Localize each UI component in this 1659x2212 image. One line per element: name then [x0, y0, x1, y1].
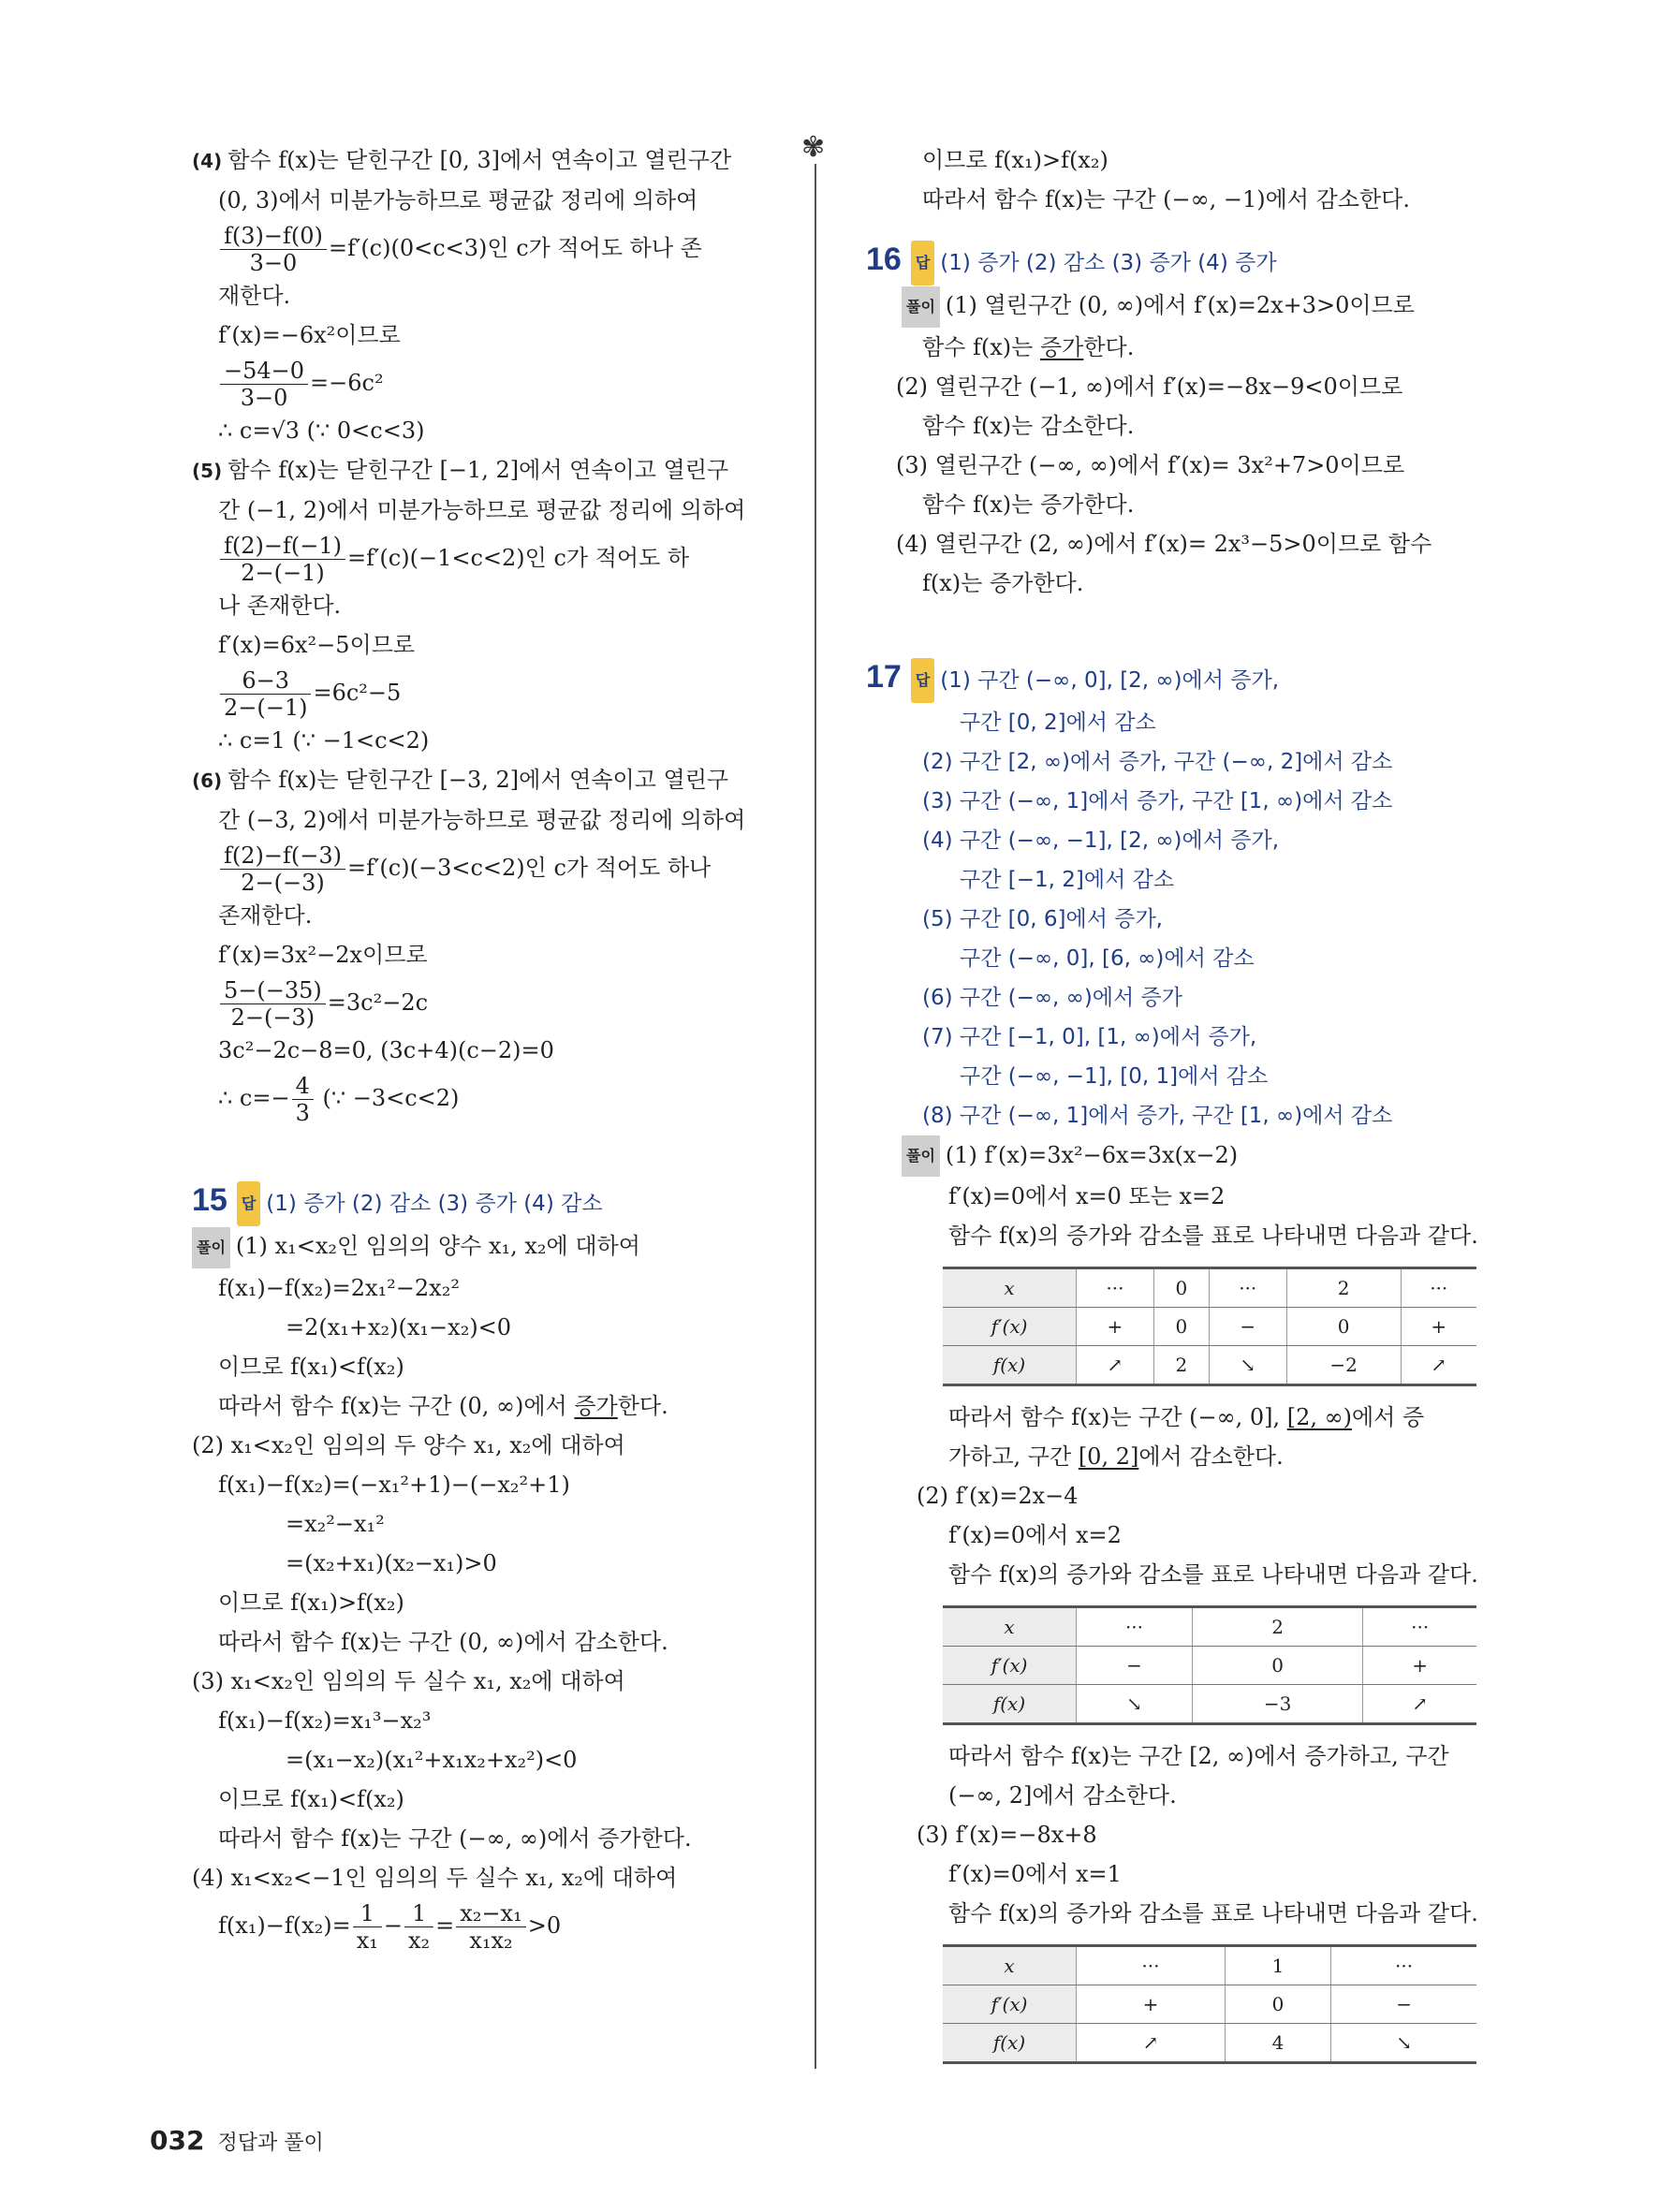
- text-line: f′(x)=−6x²이므로: [218, 322, 401, 348]
- text-line: 간 (−3, 2)에서 미분가능하므로 평균값 정리에 의하여: [218, 807, 746, 833]
- text-line: f′(x)=0에서 x=2: [948, 1522, 1122, 1548]
- column-divider: [815, 164, 816, 2069]
- underlined-answer: [0, 2]: [1078, 1443, 1139, 1470]
- text-line: 이므로 f(x₁)>f(x₂): [922, 147, 1108, 173]
- fraction: $\frac{-54-0}{3-0}$: [220, 358, 308, 411]
- text-line: 함수 f(x)는 닫힌구간 [0, 3]에서 연속이고 열린구간: [228, 147, 732, 173]
- problem-15: 15 답 (1) 증가 (2) 감소 (3) 증가 (4) 감소 풀이 (1) x₁<x₂인 임의의 양수 x₁, x₂에 대하여 f(x₁)−f(x₂)=2x₁²−2x₂² =2(x₁+x₂)(x₁−x₂)<0 이므로 f(x₁)<f(x₂) 따라서 함수 f(x)는 구간 (0, ∞)에서 증가한다. (2) x₁<x₂인 임의의 두 양수 x₁, x₂에 대하여 f(x₁)−f(x₂)=(−x₁²+1)−(−x₂²+1) =x₂²−x₁² =(x₂+x₁)(x₂−x₁)>0 이므로 f(x₁)>f(x₂) 따라서 함수 f(x)는 구간 (0, ∞)에서 감소한다. (3) x₁<x₂인 임의의 두 실수 x₁, x₂에 대하여 f(x₁)−f(x₂)=x₁³−x₂³ =(x₁−x₂)(x₁²+x₁x₂+x₂²)<0 이므로 f(x₁)<f(x₂) 따라서 함수 f(x)는 구간 (−∞, ∞)에서 증가한다. (4) x₁<x₂<−1인 임의의 두 실수 x₁, x₂에 대하여 f(x₁)−f(x₂)= $\frac{1}{\text{x₁}}$ − $\frac{1}{\text{x₂}}$ = $\frac{\text{x₂−x₁}}{\text{x₁x₂}}$ >0: [192, 1179, 772, 1954]
- text-line: 함수 f(x)는 감소한다.: [922, 412, 1135, 439]
- answer-list: (1) 증가 (2) 감소 (3) 증가 (4) 감소: [266, 1192, 603, 1216]
- text-line: (1) f′(x)=3x²−6x=3x(x−2): [945, 1141, 1239, 1168]
- text-line: =(x₂+x₁)(x₂−x₁)>0: [286, 1549, 497, 1576]
- text-line: =x₂²−x₁²: [286, 1510, 385, 1537]
- text-line: f(x₁)−f(x₂)=x₁³−x₂³: [218, 1707, 432, 1734]
- text-line: 함수 f(x)의 증가와 감소를 표로 나타내면 다음과 같다.: [948, 1223, 1478, 1249]
- text-line: f′(x)=6x²−5이므로: [218, 632, 416, 658]
- answer-line: 구간 [−1, 2]에서 감소: [960, 867, 1175, 892]
- problem-number: 17: [866, 658, 902, 695]
- text-line: 함수 f(x)의 증가와 감소를 표로 나타내면 다음과 같다.: [948, 1561, 1478, 1588]
- fraction: $\frac{f(2)-f(-3)}{2-(-3)}$: [220, 842, 345, 896]
- divider-ornament-icon: ✾: [801, 131, 826, 164]
- text-line: 함수 f(x)는 닫힌구간 [−3, 2]에서 연속이고 열린구: [228, 767, 729, 793]
- text-line: 나 존재한다.: [218, 593, 342, 619]
- page-footer: [150, 2125, 324, 2156]
- text-line: 이므로 f(x₁)<f(x₂): [218, 1785, 404, 1812]
- increase-decrease-table-2: x ··· 2 ··· f′(x) − 0 + f(x) ↘ −3 ↗: [943, 1605, 1476, 1725]
- text-line: =6c²−5: [313, 680, 402, 706]
- text-line: 존재한다.: [218, 902, 313, 929]
- fraction: $\frac{5-(-35)}{2-(-3)}$: [220, 977, 326, 1031]
- text-line: 함수 f(x)는 증가한다.: [922, 333, 1135, 360]
- answer-line: (1) 구간 (−∞, 0], [2, ∞)에서 증가,: [940, 667, 1280, 693]
- answer-line: (7) 구간 [−1, 0], [1, ∞)에서 증가,: [922, 1024, 1257, 1049]
- text-line: 따라서 함수 f(x)는 구간 (−∞, ∞)에서 증가한다.: [218, 1824, 692, 1852]
- text-line: 가하고, 구간 [0, 2]에서 감소한다.: [948, 1443, 1284, 1470]
- text-line: ∴ c=−: [218, 1085, 290, 1111]
- problem-14-6: [192, 760, 772, 1126]
- text-line: (3) f′(x)=−8x+8: [917, 1822, 1097, 1848]
- fraction: $\frac{6-3}{2-(-1)}$: [220, 667, 311, 721]
- answer-line: (4) 구간 (−∞, −1], [2, ∞)에서 증가,: [922, 828, 1280, 853]
- answer-line: (8) 구간 (−∞, 1]에서 증가, 구간 [1, ∞)에서 감소: [922, 1103, 1393, 1128]
- answer-line: (6) 구간 (−∞, ∞)에서 증가: [922, 985, 1182, 1010]
- left-column: [192, 140, 772, 1954]
- text-line: (2) f′(x)=2x−4: [917, 1483, 1079, 1509]
- text-line: (3) 열린구간 (−∞, ∞)에서 f′(x)= 3x²+7>0이므로: [896, 451, 1405, 478]
- fraction: $\frac{4}{3}$: [292, 1073, 314, 1126]
- text-line: (∵ −3<c<2): [315, 1085, 460, 1111]
- problem-number: 16: [866, 242, 902, 277]
- item-number: (6): [192, 769, 223, 792]
- underlined-answer: 증가: [1039, 333, 1084, 360]
- text-line: (1) 열린구간 (0, ∞)에서 f′(x)=2x+3>0이므로: [945, 292, 1415, 318]
- text-line: =−6c²: [310, 370, 384, 396]
- text-line: =2(x₁+x₂)(x₁−x₂)<0: [286, 1313, 512, 1340]
- text-line: f(x)는 증가한다.: [922, 569, 1084, 596]
- text-line: (4) 열린구간 (2, ∞)에서 f′(x)= 2x³−5>0이므로 함수: [896, 530, 1432, 557]
- text-line: =f′(c)(−1<c<2)인 c가 적어도 하: [346, 545, 690, 571]
- text-line: (2) 열린구간 (−1, ∞)에서 f′(x)=−8x−9<0이므로: [896, 373, 1403, 400]
- text-line: 간 (−1, 2)에서 미분가능하므로 평균값 정리에 의하여: [218, 497, 746, 523]
- text-line: 3c²−2c−8=0, (3c+4)(c−2)=0: [218, 1037, 554, 1063]
- increase-decrease-table-3: x ··· 1 ··· f′(x) + 0 − f(x) ↗ 4 ↘: [943, 1944, 1476, 2064]
- answer-badge: 답: [911, 241, 934, 286]
- footer-label: 정답과 풀이: [217, 2131, 324, 2155]
- text-line: 따라서 함수 f(x)는 구간 (−∞, −1)에서 감소한다.: [922, 186, 1410, 212]
- answer-line: (5) 구간 [0, 6]에서 증가,: [922, 906, 1163, 931]
- text-line: f′(x)=0에서 x=1: [948, 1861, 1122, 1887]
- fraction: $\frac{1}{\text{x₂}}$: [404, 1900, 433, 1954]
- text-line: (3) x₁<x₂인 임의의 두 실수 x₁, x₂에 대하여: [192, 1667, 625, 1694]
- answer-line: 구간 (−∞, 0], [6, ∞)에서 감소: [960, 945, 1255, 971]
- answer-list: (1) 증가 (2) 감소 (3) 증가 (4) 증가: [940, 251, 1277, 275]
- solution-badge: 풀이: [192, 1227, 230, 1268]
- text-line: 따라서 함수 f(x)는 구간 (−∞, 0], [2, ∞)에서 증: [948, 1404, 1425, 1430]
- text-line: =(x₁−x₂)(x₁²+x₁x₂+x₂²)<0: [286, 1746, 578, 1773]
- problem-16: [866, 238, 1489, 603]
- text-line: 함수 f(x)는 증가한다.: [922, 491, 1135, 518]
- answer-line: 구간 [0, 2]에서 감소: [960, 710, 1156, 735]
- problem-number: 15: [192, 1182, 228, 1218]
- fraction: $\frac{\text{x₂−x₁}}{\text{x₁x₂}}$: [456, 1900, 525, 1954]
- item-number: (5): [192, 460, 223, 482]
- text-line: (1) x₁<x₂인 임의의 양수 x₁, x₂에 대하여: [235, 1233, 640, 1259]
- answer-badge: 답: [237, 1181, 260, 1226]
- text-line: =f′(c)(−3<c<2)인 c가 적어도 하나: [346, 855, 712, 881]
- page-number: 032: [150, 2125, 205, 2156]
- fraction: $\frac{1}{\text{x₁}}$: [353, 1900, 382, 1954]
- fraction: $\frac{f(3)-f(0)}{3-0}$: [220, 223, 327, 276]
- answer-line: 구간 (−∞, −1], [0, 1]에서 감소: [960, 1063, 1269, 1089]
- right-column: [866, 140, 1489, 2075]
- solution-badge: 풀이: [902, 1135, 940, 1177]
- text-line: 이므로 f(x₁)<f(x₂): [218, 1353, 404, 1380]
- text-line: (2) x₁<x₂인 임의의 두 양수 x₁, x₂에 대하여: [192, 1431, 625, 1458]
- fraction: $\frac{f(2)-f(-1)}{2-(-1)}$: [220, 533, 345, 586]
- solution-badge: 풀이: [902, 286, 940, 328]
- text-line: (0, 3)에서 미분가능하므로 평균값 정리에 의하여: [218, 187, 698, 213]
- text-line: 재한다.: [218, 283, 291, 309]
- text-line: ∴ c=√3 (∵ 0<c<3): [218, 417, 425, 444]
- item-number: (4): [192, 150, 223, 172]
- text-line: f′(x)=0에서 x=0 또는 x=2: [948, 1183, 1226, 1209]
- increase-decrease-table-1: x ··· 0 ··· 2 ··· f′(x) + 0 − 0 + f(x) ↗ 2 ↘ −2 ↗: [943, 1267, 1476, 1386]
- text-line: 따라서 함수 f(x)는 구간 (0, ∞)에서 감소한다.: [218, 1628, 668, 1655]
- text-line: f(x₁)−f(x₂)=(−x₁²+1)−(−x₂²+1): [218, 1471, 570, 1498]
- problem-14-4: [192, 140, 772, 450]
- answer-badge: 답: [911, 658, 934, 703]
- text-line: 함수 f(x)는 닫힌구간 [−1, 2]에서 연속이고 열린구: [228, 457, 729, 483]
- text-line: f′(x)=3x²−2x이므로: [218, 942, 428, 968]
- text-line: (4) x₁<x₂<−1인 임의의 두 실수 x₁, x₂에 대하여: [192, 1864, 678, 1891]
- answer-line: (2) 구간 [2, ∞)에서 증가, 구간 (−∞, 2]에서 감소: [922, 749, 1393, 774]
- text-line: 따라서 함수 f(x)는 구간 [2, ∞)에서 증가하고, 구간: [948, 1743, 1449, 1769]
- answer-line: (3) 구간 (−∞, 1]에서 증가, 구간 [1, ∞)에서 감소: [922, 788, 1393, 813]
- text-line: ∴ c=1 (∵ −1<c<2): [218, 727, 430, 754]
- problem-14-5: [192, 450, 772, 760]
- underlined-answer: 증가: [574, 1392, 618, 1419]
- text-line: f(x₁)−f(x₂)=: [218, 1912, 351, 1939]
- text-line: =f′(c)(0<c<3)인 c가 적어도 하나 존: [328, 235, 702, 261]
- underlined-answer: [2, ∞): [1286, 1404, 1352, 1430]
- problem-17: [866, 655, 1489, 2065]
- text-line: 함수 f(x)의 증가와 감소를 표로 나타내면 다음과 같다.: [948, 1900, 1478, 1926]
- text-line: f(x₁)−f(x₂)=2x₁²−2x₂²: [218, 1274, 460, 1301]
- text-line: =3c²−2c: [327, 989, 429, 1016]
- text-line: (−∞, 2]에서 감소한다.: [948, 1782, 1177, 1809]
- text-line: 이므로 f(x₁)>f(x₂): [218, 1589, 404, 1616]
- text-line: 따라서 함수 f(x)는 구간 (0, ∞)에서 증가한다.: [218, 1392, 668, 1419]
